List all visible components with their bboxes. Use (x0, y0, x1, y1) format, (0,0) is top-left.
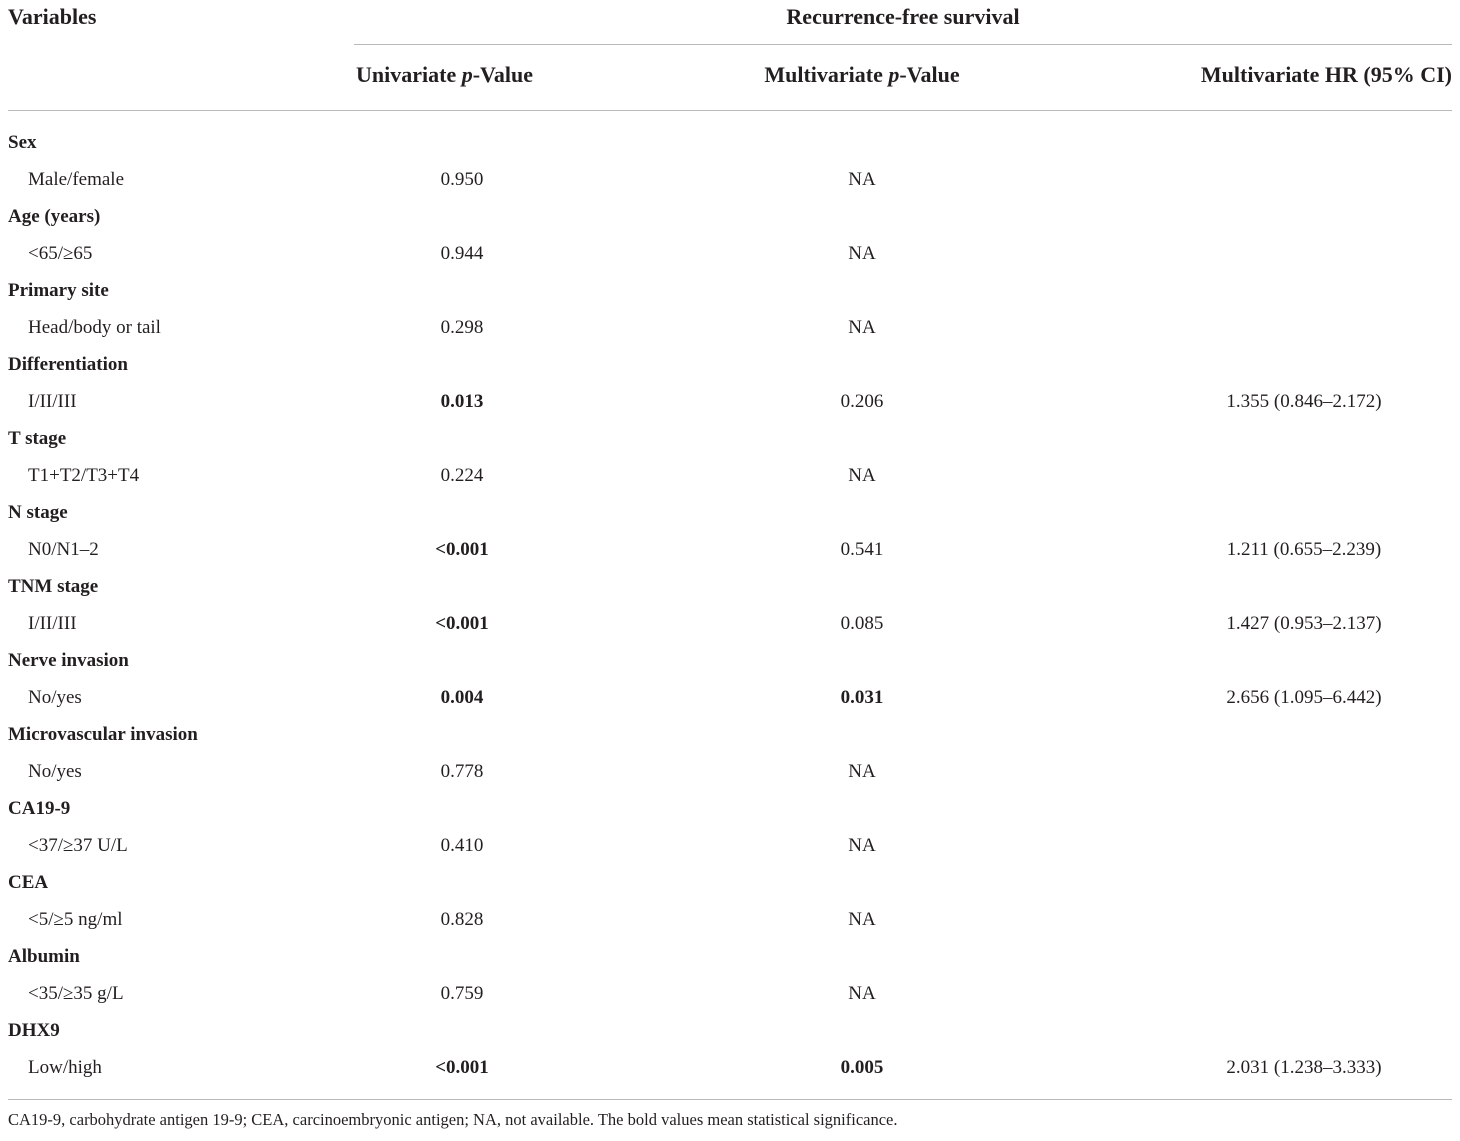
multivariate-p-value: 0.206 (840, 391, 884, 412)
variable-label: CEA (8, 872, 49, 893)
table-row (0, 901, 1460, 938)
multivariate-p-value: 0.541 (840, 539, 884, 560)
category-label: N0/N1–2 (28, 539, 99, 560)
multivariate-p-value: 0.085 (840, 613, 884, 634)
table-row (0, 457, 1460, 494)
variable-row (0, 1012, 1460, 1049)
variable-label: Nerve invasion (8, 650, 129, 671)
category-label: No/yes (28, 761, 82, 782)
variable-label: Age (years) (8, 206, 101, 227)
variable-row (0, 864, 1460, 901)
category-label: No/yes (28, 687, 82, 708)
category-label: <5/≥5 ng/ml (28, 909, 123, 930)
variable-row (0, 938, 1460, 975)
univariate-p-value: <0.001 (435, 613, 489, 634)
univariate-p-value: 0.828 (440, 909, 484, 930)
variable-row (0, 272, 1460, 309)
variable-label: Sex (8, 132, 37, 153)
univariate-p-value: 0.410 (440, 835, 484, 856)
variables-header: Variables (8, 4, 97, 29)
recurrence-free-survival-header: Recurrence-free survival (786, 4, 1020, 29)
variable-label: CA19-9 (8, 798, 71, 819)
group-header-rule (354, 44, 1452, 45)
variable-label: TNM stage (8, 576, 99, 597)
variable-row (0, 494, 1460, 531)
multivariate-p-value: NA (848, 983, 876, 1004)
variable-row (0, 198, 1460, 235)
variable-label: T stage (8, 428, 67, 449)
variable-row (0, 716, 1460, 753)
variable-row (0, 790, 1460, 827)
table-row (0, 161, 1460, 198)
multivariate-hr: 1.355 (0.846–2.172) (1226, 391, 1382, 412)
variable-label: Albumin (8, 946, 80, 967)
variable-row (0, 420, 1460, 457)
category-label: Low/high (28, 1057, 102, 1078)
category-label: T1+T2/T3+T4 (28, 465, 140, 486)
univariate-p-value: 0.778 (440, 761, 484, 782)
univariate-p-value: 0.950 (440, 169, 484, 190)
multivariate-p-value: 0.005 (840, 1057, 884, 1078)
variable-label: Differentiation (8, 354, 128, 375)
multivariate-p-value: NA (848, 243, 876, 264)
table-row (0, 827, 1460, 864)
univariate-p-value: 0.759 (440, 983, 484, 1004)
category-label: Male/female (28, 169, 125, 190)
multivariate-p-value: NA (848, 317, 876, 338)
multivariate-p-value: NA (848, 835, 876, 856)
univariate-p-value: 0.944 (440, 243, 484, 264)
variable-row (0, 568, 1460, 605)
table-row (0, 1049, 1460, 1086)
category-label: I/II/III (28, 391, 77, 412)
univariate-p-value: <0.001 (435, 1057, 489, 1078)
category-label: I/II/III (28, 613, 77, 634)
table-row (0, 975, 1460, 1012)
category-label: <65/≥65 (28, 243, 93, 264)
table-row (0, 531, 1460, 568)
table-row (0, 679, 1460, 716)
variable-label: DHX9 (8, 1020, 60, 1041)
multivariate-p-value: NA (848, 909, 876, 930)
multivariate-hr: 2.656 (1.095–6.442) (1226, 687, 1382, 708)
header-rule-left (8, 110, 354, 111)
multivariate-hr-header: Multivariate HR (95% CI) (1200, 62, 1452, 87)
multivariate-p-value: 0.031 (840, 687, 884, 708)
table-footnote: CA19-9, carbohydrate antigen 19-9; CEA, carcinoembryonic antigen; NA, not available. The bold values mean statistical significance. (8, 1110, 898, 1129)
univariate-p-value: 0.224 (440, 465, 484, 486)
header-rule-right (354, 110, 1452, 111)
category-label: <35/≥35 g/L (28, 983, 124, 1004)
variable-row (0, 642, 1460, 679)
table-row (0, 383, 1460, 420)
multivariate-p-value: NA (848, 169, 876, 190)
category-label: Head/body or tail (28, 317, 161, 338)
multivariate-hr: 1.427 (0.953–2.137) (1226, 613, 1382, 634)
table-row (0, 605, 1460, 642)
variable-row (0, 124, 1460, 161)
multivariate-p-value: NA (848, 761, 876, 782)
table-row (0, 753, 1460, 790)
univariate-p-value: <0.001 (435, 539, 489, 560)
multivariate-p-value-header: Multivariate p-Value (764, 62, 960, 87)
univariate-p-value: 0.298 (440, 317, 484, 338)
variable-label: N stage (8, 502, 68, 523)
multivariate-hr: 2.031 (1.238–3.333) (1226, 1057, 1382, 1078)
table-bottom-rule (8, 1099, 1452, 1100)
univariate-p-value: 0.004 (440, 687, 484, 708)
multivariate-p-value: NA (848, 465, 876, 486)
table-row (0, 235, 1460, 272)
multivariate-hr: 1.211 (0.655–2.239) (1226, 539, 1382, 560)
variable-label: Microvascular invasion (8, 724, 198, 745)
category-label: <37/≥37 U/L (28, 835, 128, 856)
variable-label: Primary site (8, 280, 109, 301)
variable-row (0, 346, 1460, 383)
univariate-p-value-header: Univariate p-Value (356, 62, 534, 87)
univariate-p-value: 0.013 (440, 391, 484, 412)
table-row (0, 309, 1460, 346)
